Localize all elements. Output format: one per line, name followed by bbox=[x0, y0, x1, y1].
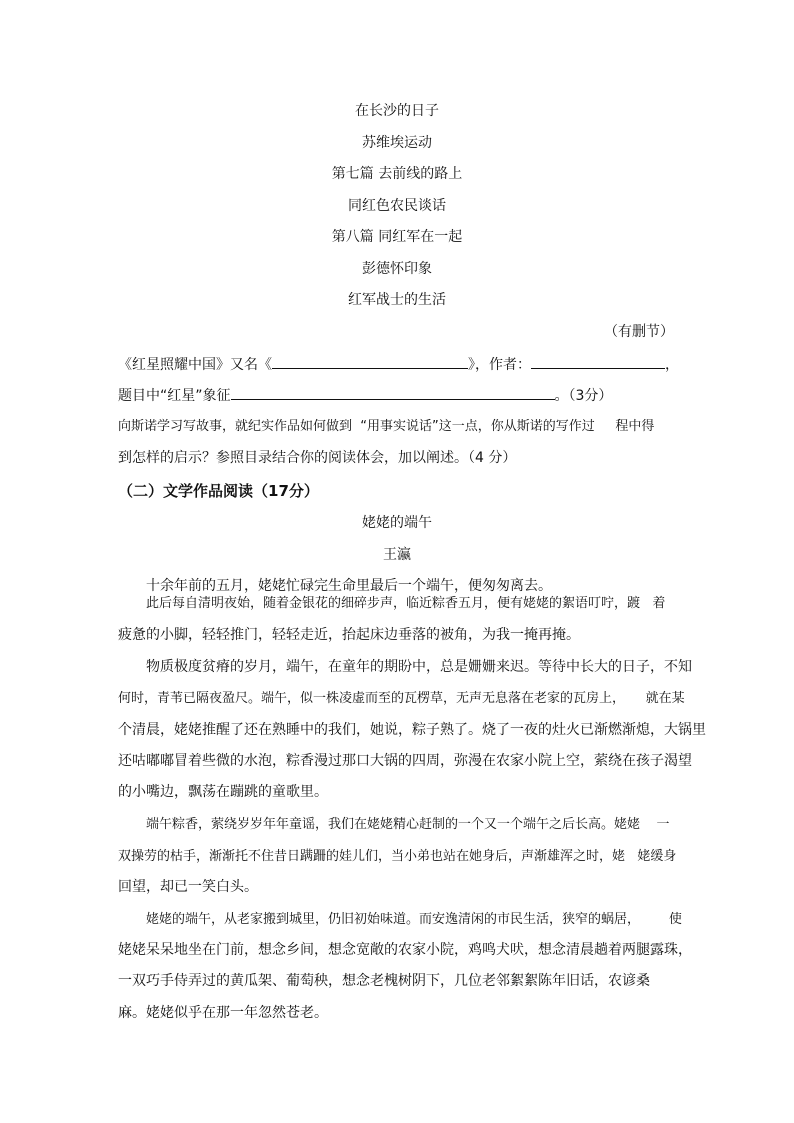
article-line: 还咕嘟嘟冒着些微的水泡，粽香漫过那口大锅的四周，弥漫在农家小院上空，萦绕在孩子渴望 bbox=[118, 753, 692, 769]
toc-item: 同红色农民谈话 bbox=[348, 198, 446, 214]
article-line: 十余年前的五月，姥姥忙碌完生命里最后一个端午，便匆匆离去。 bbox=[146, 578, 552, 594]
toc-item: 在长沙的日子 bbox=[355, 103, 439, 119]
q1-text: ， bbox=[665, 357, 679, 373]
article-line: 姥姥呆呆地坐在门前，想念乡间，想念宽敞的农家小院，鸡鸣犬吠，想念清晨趟着两腿露珠， bbox=[118, 942, 692, 958]
toc-item: 苏维埃运动 bbox=[362, 135, 432, 151]
article-line: 何时，青苇已隔夜盈尺。端午，似一株凌虚而至的瓦楞草，无声无息落在老家的瓦房上， 就在某 bbox=[118, 691, 685, 706]
article-line: 麻。姥姥似乎在那一年忽然苍老。 bbox=[118, 1005, 328, 1021]
answer-blank-symbol[interactable] bbox=[231, 384, 555, 400]
article-author: 王瀛 bbox=[383, 547, 411, 563]
article-line: 双操劳的枯手，渐渐托不住昔日蹒跚的娃儿们，当小弟也站在她身后，声渐雄浑之时，姥 姥缓身 bbox=[118, 849, 677, 864]
article-line: 此后每自清明夜始，随着金银花的细碎步声，临近粽香五月，便有姥姥的絮语叮咛，踱 着 bbox=[146, 596, 666, 611]
q1-text: 》，作者： bbox=[468, 357, 531, 373]
answer-blank-alias[interactable] bbox=[272, 353, 468, 369]
answer-blank-author[interactable] bbox=[531, 353, 665, 369]
question-1-line-1 bbox=[118, 353, 679, 375]
q1-text: 题目中“红星”象征 bbox=[118, 388, 231, 404]
toc-item: 彭德怀印象 bbox=[362, 261, 432, 277]
section-heading: （二）文学作品阅读（17分） bbox=[118, 482, 319, 500]
article-line: 回望，却已一笑白头。 bbox=[118, 879, 258, 895]
question-2-line-2: 到怎样的启示？参照目录结合你的阅读体会，加以阐述。（4 分） bbox=[118, 450, 517, 466]
toc-item: 第八篇 同红军在一起 bbox=[331, 229, 463, 245]
toc-item: 第七篇 去前线的路上 bbox=[331, 166, 463, 182]
article-line: 疲惫的小脚，轻轻推门，轻轻走近，抬起床边垂落的被角，为我一掩再掩。 bbox=[118, 627, 580, 643]
question-1-line-2 bbox=[118, 384, 612, 406]
question-2-line-1: 向斯诺学习写故事，就纪实作品如何做到 “用事实说话”这一点，你从斯诺的写作过 程中得 bbox=[118, 419, 655, 434]
toc-note: （有删节） bbox=[604, 324, 674, 340]
toc-item: 红军战士的生活 bbox=[348, 292, 446, 308]
article-line: 一双巧手侍弄过的黄瓜架、葡萄秧，想念老槐树阴下，几位老邻絮絮陈年旧话，农谚桑 bbox=[118, 973, 650, 989]
article-line: 端午粽香，萦绕岁岁年年童谣，我们在姥姥精心赶制的一个又一个端午之后长高。姥姥 一 bbox=[146, 817, 670, 832]
article-line: 个清晨，姥姥推醒了还在熟睡中的我们，她说，粽子熟了。烧了一夜的灶火已渐燃渐熄，大锅里 bbox=[118, 722, 706, 738]
article-line: 姥姥的端午，从老家搬到城里，仍旧初始味道。而安逸清闲的市民生活，狭窄的蜗居， 使 bbox=[146, 912, 682, 927]
q1-text: 《红星照耀中国》又名《 bbox=[118, 357, 272, 373]
q1-text: 。（3分） bbox=[554, 388, 613, 404]
article-title: 姥姥的端午 bbox=[362, 515, 432, 531]
article-line: 物质极度贫瘠的岁月，端午，在童年的期盼中，总是姗姗来迟。等待中长大的日子，不知 bbox=[146, 659, 692, 675]
article-line: 的小嘴边，飘荡在蹦跳的童歌里。 bbox=[118, 784, 328, 800]
